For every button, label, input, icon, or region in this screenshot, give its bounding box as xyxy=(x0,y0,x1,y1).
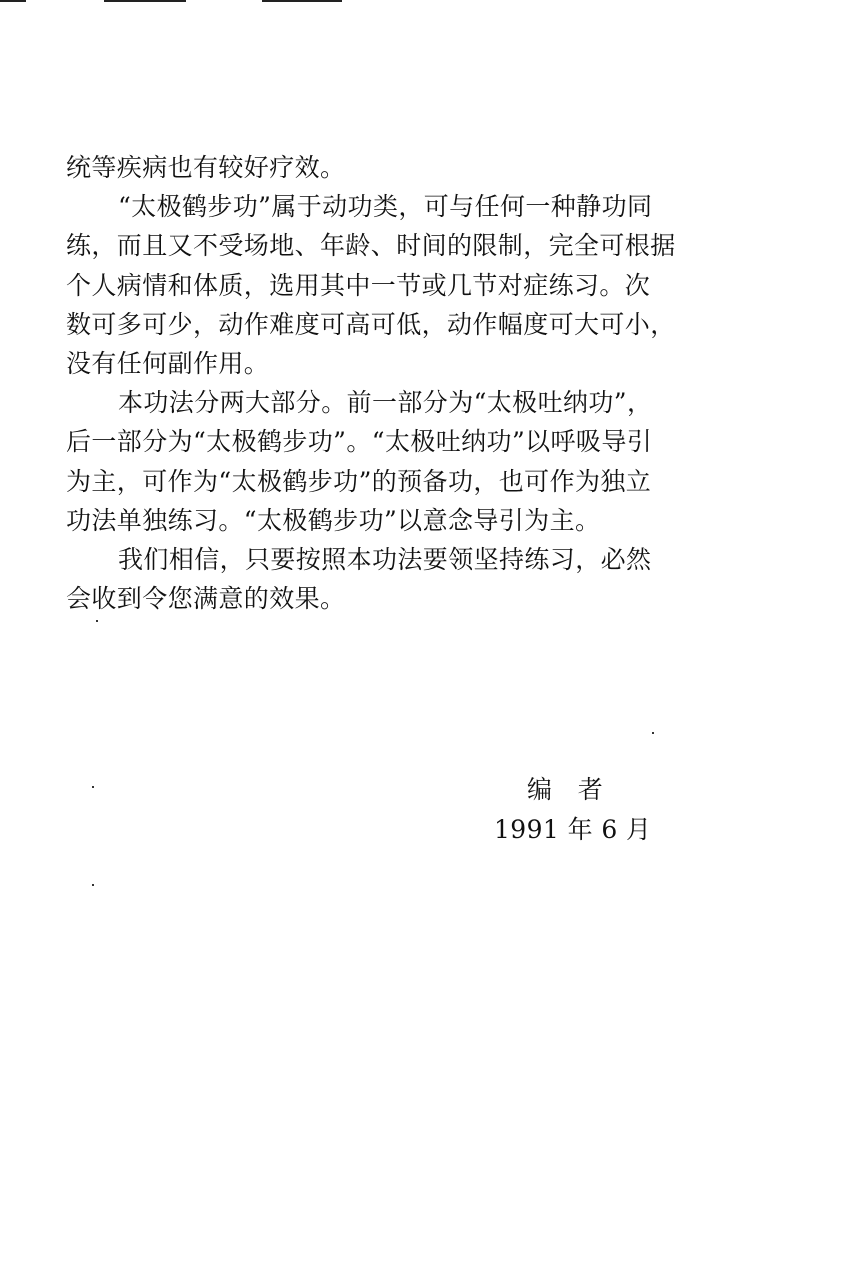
signature-author: 编 者 xyxy=(527,775,604,804)
text-line: 本功法分两大部分。前一部分为“太极吐纳功”， xyxy=(118,388,653,418)
scan-speck xyxy=(92,786,94,788)
top-edge-rule xyxy=(0,0,26,2)
scan-speck xyxy=(652,732,654,734)
text-line: 统等疾病也有较好疗效。 xyxy=(66,153,346,182)
text-line: 没有任何副作用。 xyxy=(66,348,270,378)
text-line: “太极鹤步功”属于动功类，可与任何一种静功同 xyxy=(118,192,653,222)
scan-speck xyxy=(96,620,98,622)
text-line: 后一部分为“太极鹤步功”。“太极吐纳功”以呼吸导引 xyxy=(66,427,653,457)
text-line: 数可多可少，动作难度可高可低，动作幅度可大可小， xyxy=(66,309,676,339)
text-line: 为主，可作为“太极鹤步功”的预备功，也可作为独立 xyxy=(66,466,652,496)
scan-speck xyxy=(92,884,94,886)
signature-date: 1991 年 6 月 xyxy=(494,815,652,844)
text-line: 我们相信，只要按照本功法要领坚持练习，必然 xyxy=(118,544,652,574)
text-line: 个人病情和体质，选用其中一节或几节对症练习。次 xyxy=(66,270,651,300)
text-line: 功法单独练习。“太极鹤步功”以意念导引为主。 xyxy=(66,505,601,535)
preface-body xyxy=(66,148,692,618)
top-edge-rule xyxy=(262,0,342,2)
top-edge-rule xyxy=(104,0,186,2)
text-line: 练，而且又不受场地、年龄、时间的限制，完全可根据 xyxy=(66,231,676,261)
text-line: 会收到令您满意的效果。 xyxy=(66,584,346,614)
